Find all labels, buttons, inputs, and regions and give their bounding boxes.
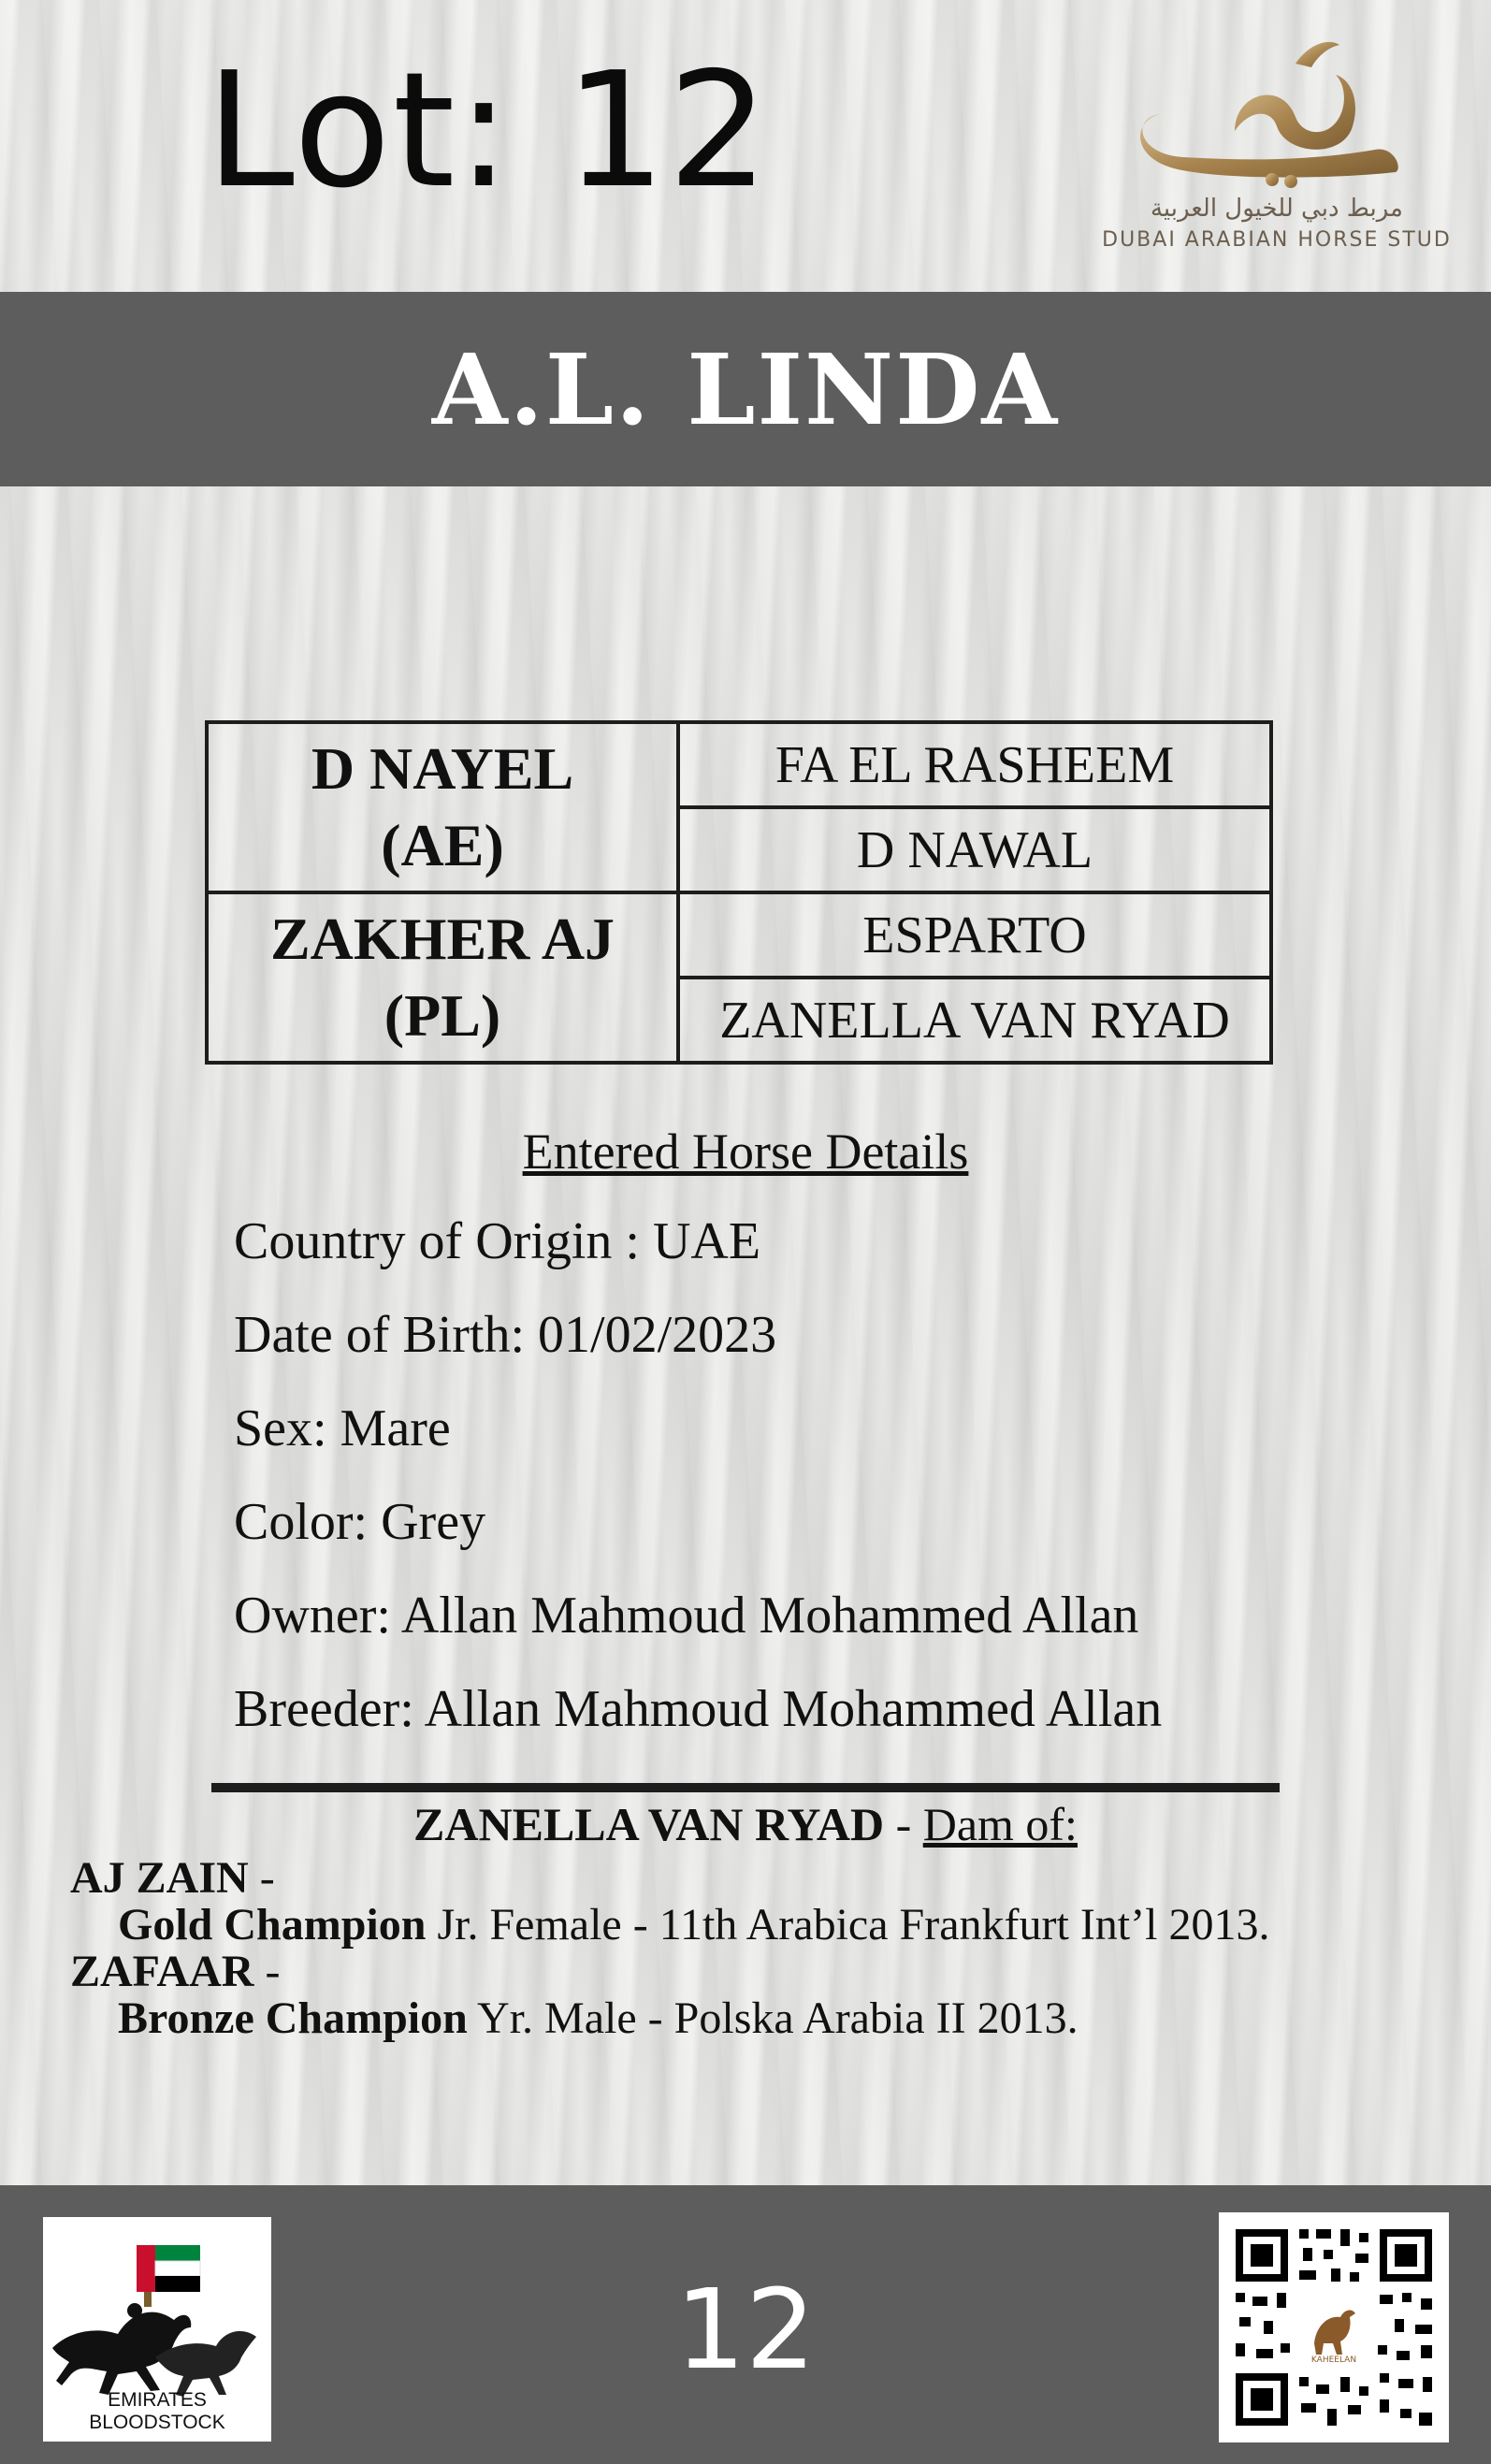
calligraphy-logo-icon <box>1094 28 1459 192</box>
progeny-award <box>118 1901 1269 1949</box>
dubai-arabian-horse-stud-logo <box>1094 28 1459 262</box>
detail-country: Country of Origin : UAE <box>234 1212 761 1270</box>
dam-sire-cell: ESPARTO <box>678 892 1271 978</box>
progeny-award-title: Gold Champion <box>118 1900 427 1949</box>
progeny-dash: - <box>253 1947 281 1996</box>
horse-name: A.L. LINDA <box>431 331 1060 447</box>
sire-sire-cell: FA EL RASHEEM <box>678 722 1271 807</box>
logo-arabic-text: مربط دبي للخيول العربية <box>1150 195 1403 223</box>
emirates-bloodstock-logo <box>43 2217 271 2442</box>
detail-owner: Owner: Allan Mahmoud Mohammed Allan <box>234 1587 1139 1645</box>
divider <box>211 1783 1280 1792</box>
details-heading: Entered Horse Details <box>522 1123 969 1180</box>
progeny-award-detail: Jr. Female - 11th Arabica Frankfurt Int’l 2013. <box>426 1900 1270 1949</box>
progeny-name-text: ZAFAAR <box>70 1947 254 1996</box>
progeny-award-detail: Yr. Male - Polska Arabia II 2013. <box>467 1993 1078 2043</box>
progeny-dash: - <box>248 1853 275 1903</box>
detail-color: Color: Grey <box>234 1493 486 1551</box>
detail-dob: Date of Birth: 01/02/2023 <box>234 1306 777 1364</box>
sire-name: D NAYEL <box>311 735 574 802</box>
dam-name: ZAKHER AJ <box>269 906 615 972</box>
footer-lot-number: 12 <box>674 2265 817 2394</box>
progeny-name-text: AJ ZAIN <box>70 1853 249 1903</box>
dam-of-heading <box>0 1796 1491 1852</box>
dam-of-sep: - <box>884 1798 923 1850</box>
dam-country: (PL) <box>384 982 501 1049</box>
dam-of-label: Dam of: <box>922 1798 1078 1850</box>
qr-code <box>1219 2212 1449 2442</box>
progeny-award <box>118 1994 1078 2043</box>
detail-breeder: Breeder: Allan Mahmoud Mohammed Allan <box>234 1680 1163 1738</box>
dam-dam-cell: ZANELLA VAN RYAD <box>678 978 1271 1063</box>
racing-horses-flag-icon <box>43 2217 271 2404</box>
dam-cell <box>207 892 678 1063</box>
progeny-award-title: Bronze Champion <box>118 1993 468 2043</box>
qr-code-icon <box>1219 2212 1449 2442</box>
pedigree-table <box>205 720 1273 1065</box>
dam-of-name: ZANELLA VAN RYAD <box>413 1798 885 1850</box>
progeny-name <box>70 1948 280 1996</box>
qr-inner-text: KAHEELAN <box>1310 2355 1357 2365</box>
lot-label: Lot: 12 <box>206 38 772 224</box>
logo-latin-text: DUBAI ARABIAN HORSE STUD <box>1102 228 1452 252</box>
horse-name-bar <box>0 292 1491 486</box>
sire-cell <box>207 722 678 892</box>
progeny-name <box>70 1854 275 1903</box>
sire-country: (AE) <box>381 812 504 878</box>
sire-dam-cell: D NAWAL <box>678 807 1271 892</box>
emirates-bloodstock-text: EMIRATES BLOODSTOCK <box>89 2389 225 2433</box>
detail-sex: Sex: Mare <box>234 1399 451 1457</box>
